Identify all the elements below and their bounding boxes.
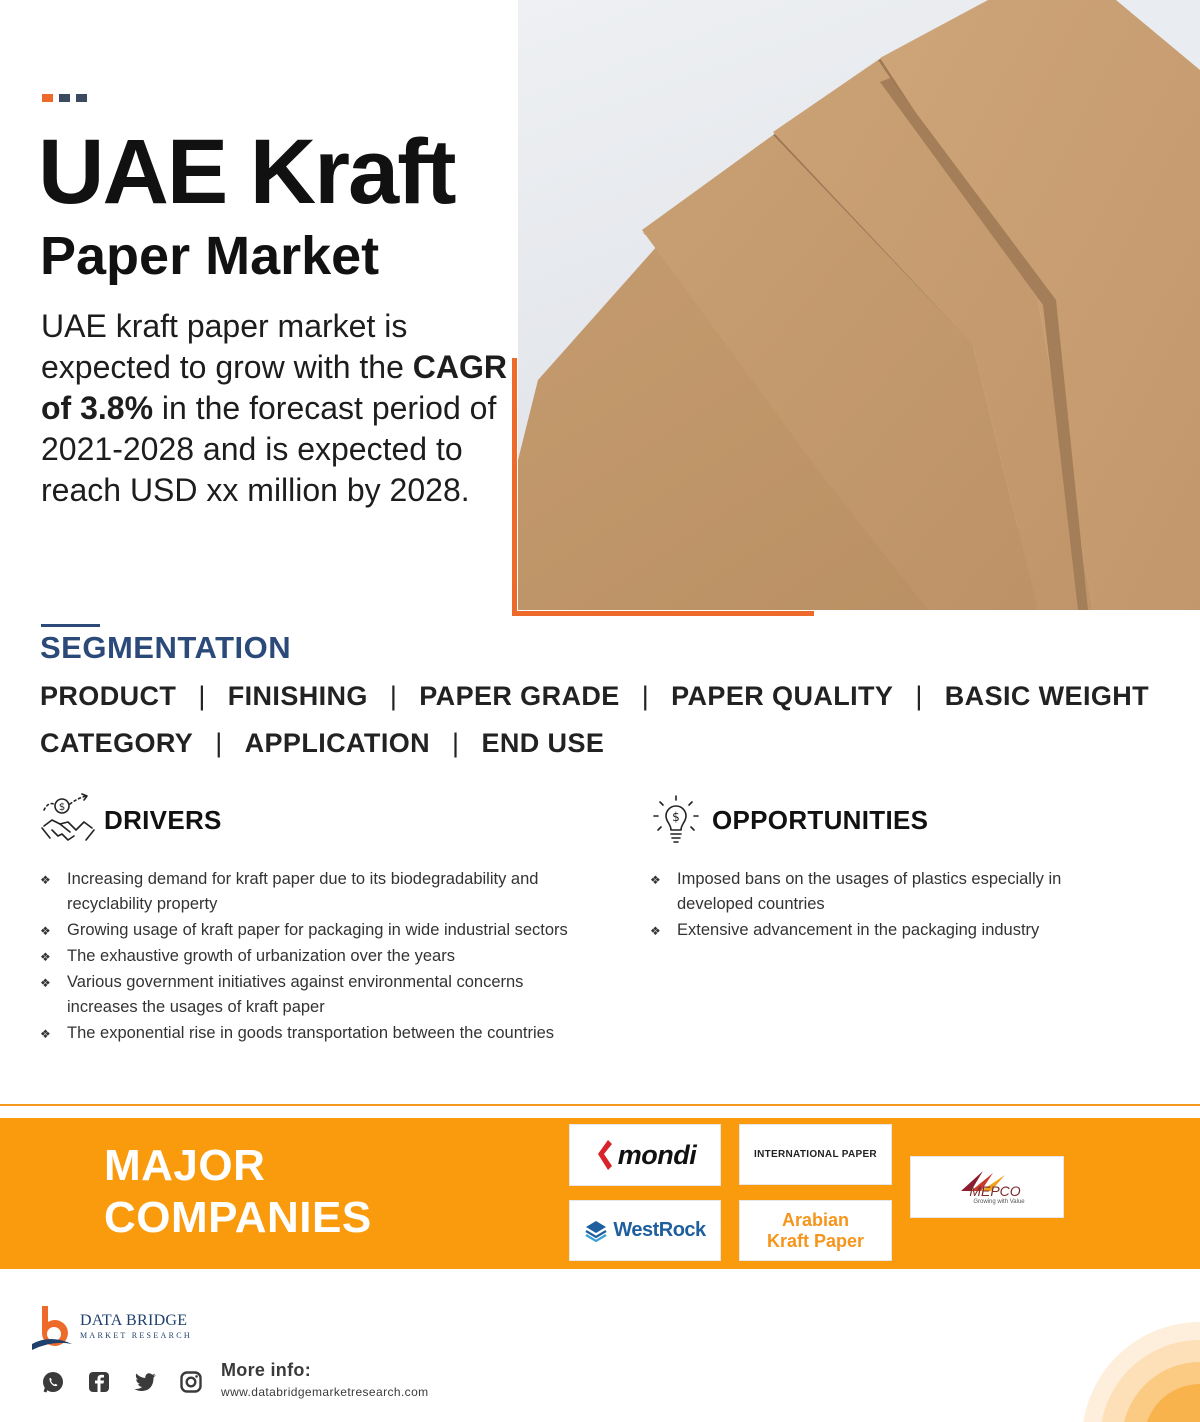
segment-separator: | <box>915 681 923 711</box>
segment-paper-quality: PAPER QUALITY <box>671 681 894 711</box>
list-item <box>650 918 1120 944</box>
decorative-squares <box>42 94 87 102</box>
segment-category: CATEGORY <box>40 728 194 758</box>
cagr-highlight: CAGR of 3.8% <box>41 349 507 426</box>
diamond-bullet-icon: ❖ <box>650 923 661 938</box>
whatsapp-icon[interactable] <box>41 1370 65 1394</box>
segment-separator: | <box>641 681 650 711</box>
list-item <box>650 867 1120 918</box>
drivers-header <box>40 792 222 848</box>
page-subtitle: Paper Market <box>40 226 380 286</box>
segment-end-use: END USE <box>481 728 605 758</box>
driver-text: The exhaustive growth of urbanization over the years <box>67 946 455 965</box>
facebook-icon[interactable] <box>87 1370 111 1394</box>
drivers-title: DRIVERS <box>104 804 222 835</box>
mepco-tagline: Growing with Value <box>973 1199 1025 1205</box>
diamond-bullet-icon: ❖ <box>40 949 51 964</box>
segment-product: PRODUCT <box>40 681 177 711</box>
major-companies-title-line1: MAJOR <box>104 1141 266 1190</box>
segment-separator: | <box>215 728 223 758</box>
major-companies-title <box>104 1140 372 1244</box>
opportunities-list <box>650 867 1120 944</box>
data-bridge-mark-icon <box>30 1304 74 1352</box>
segment-separator: | <box>389 681 398 711</box>
svg-text:$: $ <box>58 802 66 813</box>
data-bridge-logo <box>30 1304 192 1352</box>
mepco-logo <box>910 1156 1064 1218</box>
diamond-bullet-icon: ❖ <box>40 976 51 991</box>
international-paper-wordmark: INTERNATIONAL PAPER <box>754 1149 877 1160</box>
mondi-wordmark: mondi <box>617 1139 697 1170</box>
westrock-logo <box>569 1200 721 1261</box>
international-paper-logo <box>739 1124 892 1185</box>
corner-decoration <box>960 1320 1200 1422</box>
segment-basic-weight: BASIC WEIGHT <box>944 681 1150 711</box>
opportunities-header <box>648 792 928 848</box>
mondi-mark-icon <box>594 1138 614 1172</box>
arabian-kraft-paper-logo <box>739 1200 892 1261</box>
brand-tagline: MARKET RESEARCH <box>80 1331 192 1340</box>
driver-text: The exponential rise in goods transportation between the countries <box>67 1023 555 1042</box>
band-divider <box>0 1104 1200 1106</box>
mondi-logo <box>569 1124 721 1186</box>
brand-name: DATA BRIDGE <box>80 1312 188 1329</box>
handshake-dollar-icon <box>40 792 96 848</box>
intro-text-1: UAE kraft paper market is expected to grow with the <box>41 308 413 385</box>
diamond-bullet-icon: ❖ <box>40 873 51 887</box>
driver-text: Increasing demand for kraft paper due to its biodegradability and recyclability property <box>67 870 539 914</box>
driver-text: Various government initiatives against environmental concerns increases the usages of kraft paper <box>67 973 524 1017</box>
page-title: UAE Kraft <box>38 121 455 223</box>
segmentation-row-1 <box>40 681 1149 712</box>
mepco-wordmark: MEPCO <box>969 1183 1021 1199</box>
intro-paragraph <box>41 306 511 511</box>
list-item <box>40 944 580 970</box>
arabian-kraft-wordmark: Arabian Kraft Paper <box>766 1209 865 1251</box>
drivers-list <box>40 867 580 1047</box>
opportunity-text: Extensive advancement in the packaging industry <box>677 920 1040 939</box>
orange-accent-frame <box>512 358 814 616</box>
intro-text-2: in the forecast period of 2021-2028 and is expected to reach USD xx million by 2028. <box>41 390 497 508</box>
segmentation-row-2 <box>40 728 604 759</box>
segment-finishing: FINISHING <box>227 681 368 711</box>
website-link[interactable]: www.databridgemarketresearch.com <box>221 1385 429 1399</box>
segmentation-title: SEGMENTATION <box>40 630 292 665</box>
list-item <box>40 867 580 918</box>
driver-text: Growing usage of kraft paper for packaging in wide industrial sectors <box>67 920 568 939</box>
major-companies-title-line2: COMPANIES <box>104 1193 372 1242</box>
diamond-bullet-icon: ❖ <box>650 873 661 887</box>
list-item <box>40 970 580 1021</box>
westrock-wordmark: WestRock <box>613 1219 706 1241</box>
segment-application: APPLICATION <box>244 728 431 758</box>
instagram-icon[interactable] <box>179 1370 203 1394</box>
diamond-bullet-icon: ❖ <box>40 923 51 938</box>
segment-separator: | <box>198 681 206 711</box>
list-item <box>40 918 580 944</box>
twitter-icon[interactable] <box>133 1370 157 1394</box>
lightbulb-dollar-icon <box>648 792 704 848</box>
more-info-label: More info: <box>221 1360 311 1380</box>
opportunity-text: Imposed bans on the usages of plastics especially in developed countries <box>677 870 1062 914</box>
segment-paper-grade: PAPER GRADE <box>419 681 620 711</box>
list-item <box>40 1021 580 1047</box>
social-icons <box>41 1370 203 1394</box>
diamond-bullet-icon: ❖ <box>40 1026 51 1041</box>
segmentation-underline <box>41 624 100 627</box>
svg-text:$: $ <box>672 810 680 824</box>
westrock-mark-icon <box>584 1219 608 1243</box>
opportunities-title: OPPORTUNITIES <box>712 804 929 835</box>
segment-separator: | <box>452 728 460 758</box>
